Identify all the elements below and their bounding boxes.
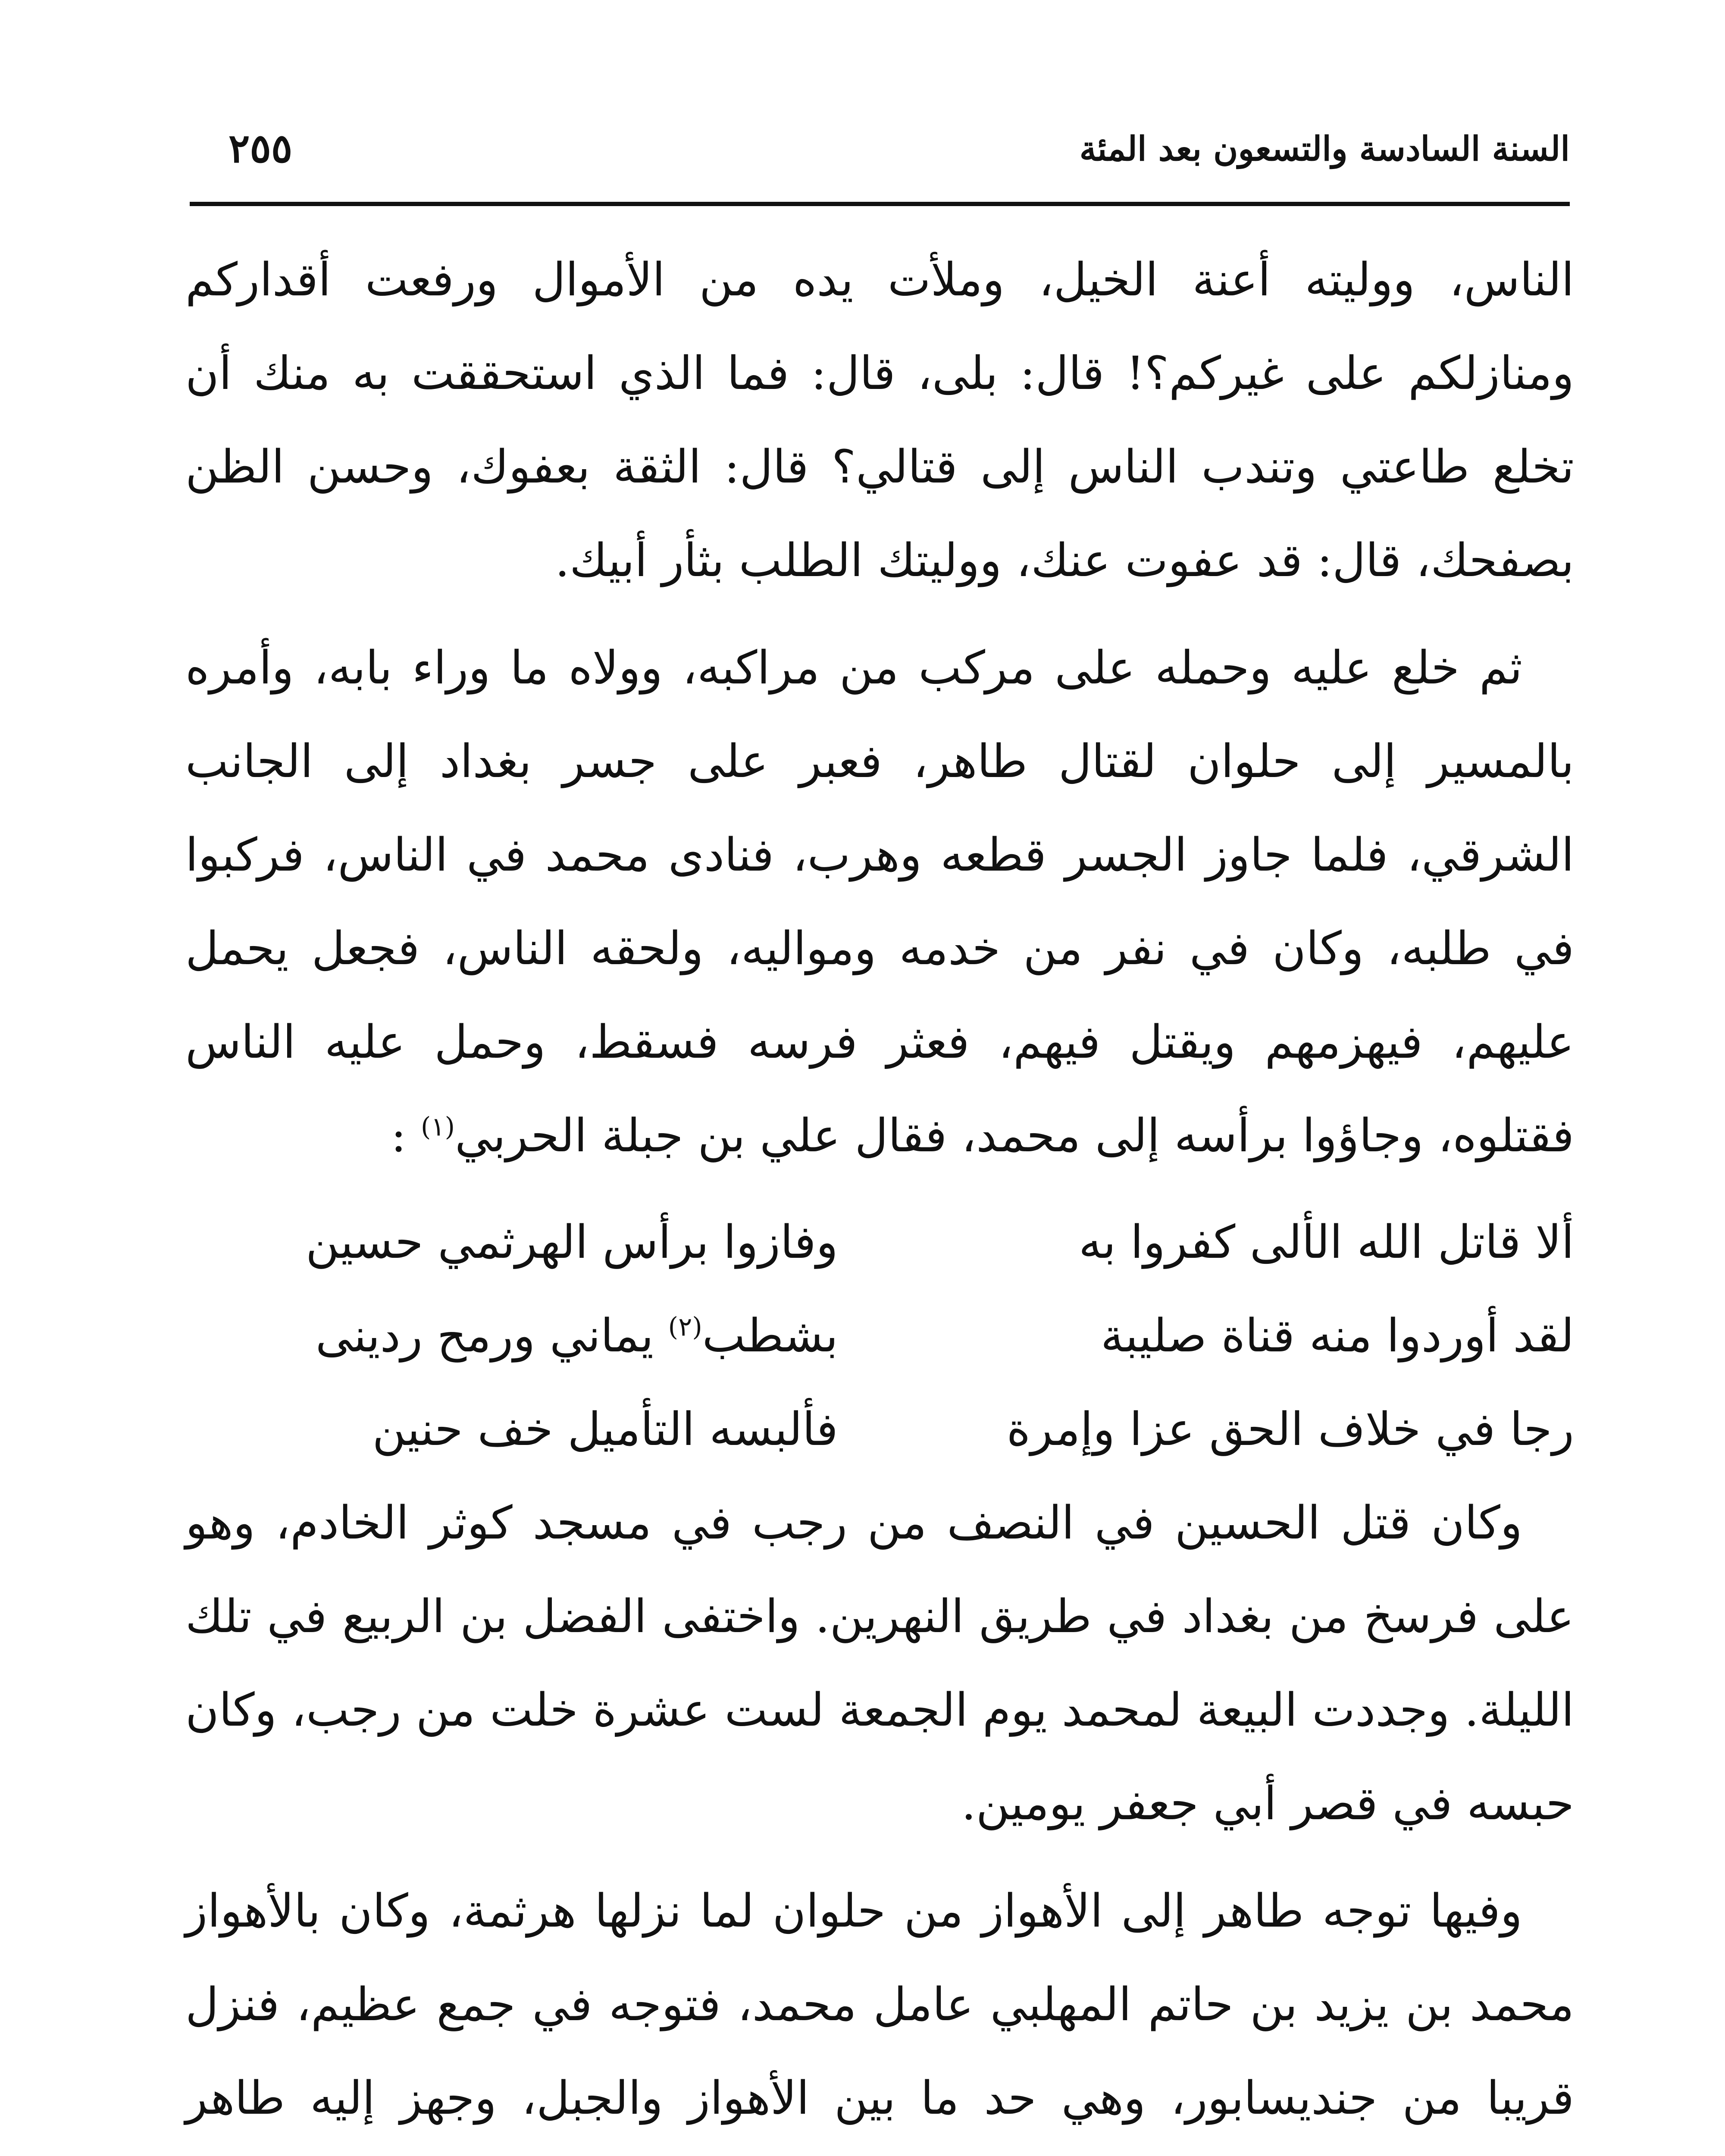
verse-2-second-b: يماني ورمح ردينى [315, 1309, 668, 1362]
paragraph-2-text: ثم خلع عليه وحمله على مركب من مراكبه، وولاه ما وراء بابه، وأمره بالمسير إلى حلوان لقتال طاهر، فعبر على جسر بغداد إلى الجانب الشرقي، فلما جاوز الجسر قطعه وهرب، فنادى محمد في الناس، فركبوا في طلبه، وكان في نفر من خدمه ومواليه، ولحقه الناس، فجعل يحمل عليهم، فيهزمهم ويقتل فيهم، فعثر فرسه فسقط، وحمل عليه الناس فقتلوه، وجاؤوا برأسه إلى محمد، فقال علي بن جبلة الحربي [185, 641, 1574, 1162]
page-number: ٢٥٥ [229, 125, 293, 172]
paragraph-2 [185, 621, 1574, 1182]
verse-2-second-a: بشطب [702, 1309, 838, 1362]
verse-2-second-hemistich [185, 1289, 838, 1382]
footnote-ref-2[interactable]: (٢) [668, 1312, 702, 1342]
paragraph-1: الناس، ووليته أعنة الخيل، وملأت يده من الأموال ورفعت أقداركم ومنازلكم على غيركم؟! قال: بلى، قال: فما الذي استحققت به منك أن تخلع طاعتي وتندب الناس إلى قتالي؟ قال: الثقة بعفوك، وحسن الظن بصفحك، قال: قد عفوت عنك، ووليتك الطلب بثأر أبيك. [185, 253, 1574, 587]
footnote-ref-1[interactable]: (١) [421, 1112, 455, 1142]
verse-2 [185, 1289, 1574, 1382]
main-text [185, 233, 1574, 2156]
verse-3-first-hemistich: رجا في خلاف الحق عزا وإمرة [1006, 1403, 1574, 1456]
verse-1-first-hemistich: ألا قاتل الله الألى كفروا به [1078, 1216, 1574, 1269]
verse-3 [185, 1382, 1574, 1476]
poem [185, 1195, 1574, 1476]
paragraph-4: وفيها توجه طاهر إلى الأهواز من حلوان لما نزلها هرثمة، وكان بالأهواز محمد بن يزيد بن حاتم المهلبي عامل محمد، فتوجه في جمع عظيم، فنزل قريبا من جنديسابور، وهي حد ما بين الأهواز والجبل، وجهز إليه طاهر [185, 1884, 1574, 2125]
header-rule [190, 202, 1570, 206]
verse-3-second-hemistich: فألبسه التأميل خف حنين [372, 1403, 838, 1456]
paragraph-2-end: : [391, 1109, 407, 1162]
verse-1-second-hemistich: وفازوا برأس الهرثمي حسين [305, 1216, 838, 1269]
paragraph-3: وكان قتل الحسين في النصف من رجب في مسجد كوثر الخادم، وهو على فرسخ من بغداد في طريق النهرين. واختفى الفضل بن الربيع في تلك الليلة. وجددت البيعة لمحمد يوم الجمعة لست عشرة خلت من رجب، وكان حبسه في قصر أبي جعفر يومين. [185, 1496, 1574, 1830]
verse-1 [185, 1195, 1574, 1289]
running-head: السنة السادسة والتسعون بعد المئة [1079, 129, 1570, 169]
verse-2-first-hemistich: لقد أوردوا منه قناة صليبة [1101, 1309, 1574, 1362]
page-header [190, 116, 1570, 194]
